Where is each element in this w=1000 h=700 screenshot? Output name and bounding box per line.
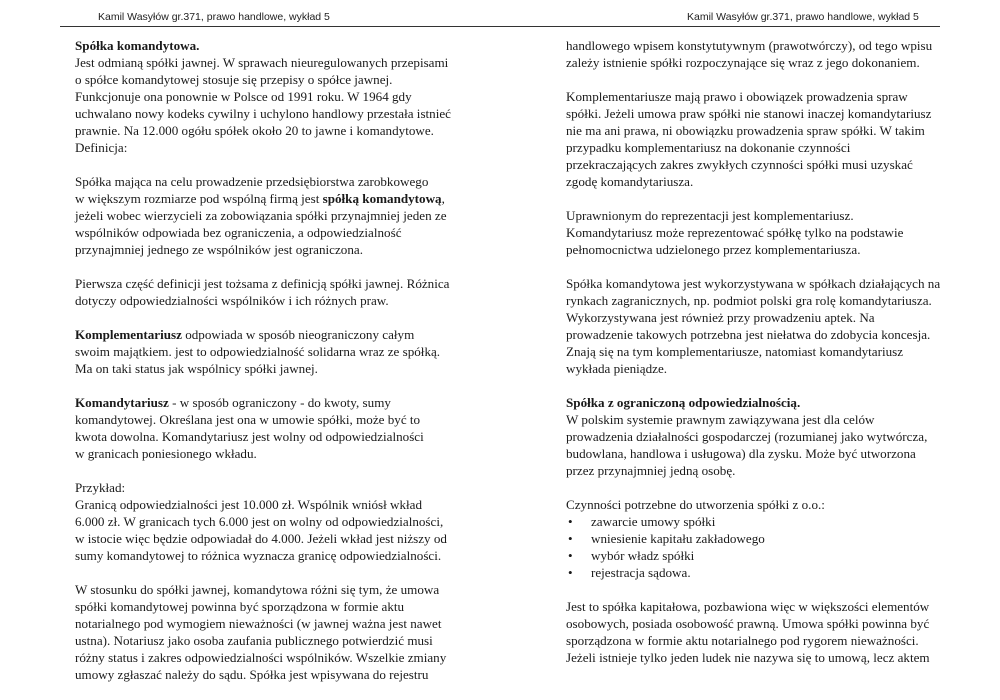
text-run: wspólników odpowiada bez ograniczenia, a odpowiedzialność	[75, 225, 402, 240]
text-line	[75, 105, 495, 122]
text-run: komandytowej. Określana jest ona w umowie spółki, może być to	[75, 412, 421, 427]
text-run: zależy istnienie spółki rozpoczynające się wraz z jego dokonaniem.	[566, 55, 920, 70]
text-run: uchwalano nowy kodeks cywilny i uchylono handlowy przestała istnieć	[75, 106, 451, 121]
text-run: nie ma ani prawa, ni obowiązku prowadzenia spraw spółki. W takim	[566, 123, 925, 138]
text-line	[75, 411, 495, 428]
text-line	[566, 122, 966, 139]
paragraph	[75, 581, 495, 683]
text-run: Jest odmianą spółki jawnej. W sprawach nieuregulowanych przepisami	[75, 55, 449, 70]
text-run: W polskim systemie prawnym zawiązywana jest dla celów	[566, 412, 875, 427]
list-item-text: rejestracja sądowa.	[591, 565, 691, 580]
text-line	[566, 496, 966, 513]
text-line	[75, 71, 495, 88]
text-line	[75, 139, 495, 156]
paragraph	[566, 37, 966, 71]
paragraph	[566, 598, 966, 666]
text-line	[75, 292, 495, 309]
list-item	[566, 547, 966, 564]
bullet-list	[566, 513, 966, 581]
text-line	[75, 632, 495, 649]
text-line	[566, 326, 966, 343]
text-line	[75, 207, 495, 224]
text-run: w istocie więc będzie odpowiadał do 4.000. Jeżeli wkład jest niższy od	[75, 531, 447, 546]
text-run: w większym rozmiarze pod wspólną firmą jest	[75, 191, 323, 206]
text-run: przypadku komplementariusz na dokonanie czynności	[566, 140, 851, 155]
text-run: odpowiada w sposób nieograniczony całym	[181, 327, 415, 342]
bullet-icon: •	[568, 548, 573, 563]
text-run: zgodę komandytariusza.	[566, 174, 694, 189]
list-item-text: zawarcie umowy spółki	[591, 514, 716, 529]
text-run: Definicja:	[75, 140, 128, 155]
text-run: ustna). Notariusz jako osoba zaufania publicznego potwierdzić musi	[75, 633, 433, 648]
text-line	[566, 105, 966, 122]
text-run: Znają się na tym komplementariusze, natomiast komandytariusz	[566, 344, 904, 359]
text-line	[566, 428, 966, 445]
text-line	[75, 445, 495, 462]
text-line	[566, 411, 966, 428]
page-header: Kamil Wasyłów gr.371, prawo handlowe, wykład 5	[98, 11, 330, 23]
paragraph	[566, 275, 966, 377]
text-run: Komandytariusz może reprezentować spółkę tylko na podstawie	[566, 225, 904, 240]
text-run: umowy zgłaszać należy do sądu. Spółka jest wpisywana do rejestru	[75, 667, 429, 682]
text-run: przynajmniej jednego ze wspólników jest ograniczona.	[75, 242, 363, 257]
bold-term: Spółka komandytowa.	[75, 38, 200, 53]
text-line	[566, 156, 966, 173]
text-run: Uprawnionym do reprezentacji jest komplementariusz.	[566, 208, 854, 223]
text-line	[566, 394, 966, 411]
text-line	[75, 394, 495, 411]
text-run: pełnomocnictwa udzielonego przez komplementariusza.	[566, 242, 861, 257]
text-line	[75, 54, 495, 71]
text-run: rynkach zagranicznych, np. podmiot polski gra rolę komandytariusza.	[566, 293, 932, 308]
text-line	[75, 666, 495, 683]
text-run: wykłada pieniądze.	[566, 361, 668, 376]
page-content	[566, 37, 966, 683]
text-line	[75, 615, 495, 632]
text-run: osobowych, posiada osobowość prawną. Umowa spółki powinna być	[566, 616, 930, 631]
text-line	[566, 207, 966, 224]
text-run: 6.000 zł. W granicach tych 6.000 jest on wolny od odpowiedzialności,	[75, 514, 444, 529]
text-run: W stosunku do spółki jawnej, komandytowa różni się tym, że umowa	[75, 582, 440, 597]
text-line	[566, 309, 966, 326]
text-run: prowadzenie takowych potrzebna jest niełatwa do zdobycia koncesja.	[566, 327, 931, 342]
text-line	[566, 173, 966, 190]
text-line	[566, 292, 966, 309]
paragraph	[75, 326, 495, 377]
text-run: Przykład:	[75, 480, 126, 495]
text-run: sporządzona w formie aktu notarialnego pod rygorem nieważności.	[566, 633, 919, 648]
text-line	[75, 360, 495, 377]
text-run: jeżeli wobec wierzycieli za zobowiązania spółki przynajmniej jeden ze	[75, 208, 447, 223]
text-line	[566, 343, 966, 360]
text-run: prawnie. Na 12.000 ogółu spółek około 20 to jawne i komandytowe.	[75, 123, 434, 138]
text-run: różny status i zakres odpowiedzialności wspólników. Wszelkie zmiany	[75, 650, 447, 665]
text-run: przekraczających zakres zwykłych czynności spółki musi uzyskać	[566, 157, 913, 172]
page-header: Kamil Wasyłów gr.371, prawo handlowe, wykład 5	[687, 11, 919, 23]
paragraph	[566, 88, 966, 190]
text-line	[75, 224, 495, 241]
paragraph	[75, 275, 495, 309]
text-line	[75, 479, 495, 496]
text-line	[566, 615, 966, 632]
bullet-icon: •	[568, 565, 573, 580]
bold-term: Komplementariusz	[75, 327, 182, 342]
text-run: o spółce komandytowej stosuje się przepisy o spółce jawnej.	[75, 72, 393, 87]
right-page	[500, 0, 1000, 700]
text-run: Jest to spółka kapitałowa, pozbawiona więc w większości elementów	[566, 599, 930, 614]
paragraph	[566, 207, 966, 258]
list-item	[566, 564, 966, 581]
text-line	[75, 547, 495, 564]
text-run: Funkcjonuje ona ponownie w Polsce od 1991 roku. W 1964 gdy	[75, 89, 412, 104]
text-line	[75, 428, 495, 445]
text-run: Czynności potrzebne do utworzenia spółki z o.o.:	[566, 497, 825, 512]
text-line	[566, 224, 966, 241]
bold-term: Komandytariusz	[75, 395, 169, 410]
text-run: budowlana, handlowa i usługowa) dla zysku. Może być utworzona	[566, 446, 916, 461]
paragraph	[566, 394, 966, 479]
text-line	[566, 445, 966, 462]
text-line	[566, 275, 966, 292]
text-run: swoim majątkiem. jest to odpowiedzialność solidarna wraz ze spółką.	[75, 344, 441, 359]
text-run: Komplementariusze mają prawo i obowiązek prowadzenia spraw	[566, 89, 908, 104]
text-run: Spółka mająca na celu prowadzenie przedsiębiorstwa zarobkowego	[75, 174, 429, 189]
text-run: Granicą odpowiedzialności jest 10.000 zł. Wspólnik wniósł wkład	[75, 497, 423, 512]
page-content	[75, 37, 495, 700]
text-line	[566, 598, 966, 615]
paragraph	[75, 479, 495, 564]
text-run: Ma on taki status jak wspólnicy spółki jawnej.	[75, 361, 318, 376]
text-line	[75, 88, 495, 105]
text-line	[566, 88, 966, 105]
text-line	[566, 139, 966, 156]
text-run: notarialnego pod wymogiem nieważności (w jawnej ważna jest nawet	[75, 616, 442, 631]
list-item-text: wybór władz spółki	[591, 548, 695, 563]
text-line	[75, 513, 495, 530]
text-run: przez przynajmniej jedną osobę.	[566, 463, 736, 478]
text-line	[75, 275, 495, 292]
text-line	[75, 598, 495, 615]
paragraph	[75, 37, 495, 156]
bullet-icon: •	[568, 531, 573, 546]
text-line	[75, 343, 495, 360]
text-run: ,	[441, 191, 445, 206]
text-run: prowadzenia działalności gospodarczej (rozumianej jako wytwórcza,	[566, 429, 928, 444]
text-run: Wykorzystywana jest również przy prowadzeniu aptek. Na	[566, 310, 875, 325]
bold-term: Spółka z ograniczoną odpowiedzialnością.	[566, 395, 801, 410]
text-run: spółki. Jeżeli umowa praw spółki nie stanowi inaczej komandytariusz	[566, 106, 932, 121]
text-run: kwota dowolna. Komandytariusz jest wolny od odpowiedzialności	[75, 429, 424, 444]
bullet-icon: •	[568, 514, 573, 529]
text-line	[566, 360, 966, 377]
text-line	[566, 54, 966, 71]
list-item-text: wniesienie kapitału zakładowego	[591, 531, 765, 546]
text-line	[566, 649, 966, 666]
text-line	[75, 530, 495, 547]
text-run: handlowego wpisem konstytutywnym (prawotwórczy), od tego wpisu	[566, 38, 933, 53]
text-line	[75, 37, 495, 54]
paragraph	[75, 173, 495, 258]
text-line	[75, 122, 495, 139]
paragraph	[566, 496, 966, 513]
text-line	[75, 190, 495, 207]
text-line	[566, 462, 966, 479]
text-line	[75, 496, 495, 513]
header-rule	[60, 26, 500, 27]
header-rule	[500, 26, 940, 27]
list-item	[566, 513, 966, 530]
paragraph	[75, 394, 495, 462]
text-run: spółki komandytowej powinna być sporządzona w formie aktu	[75, 599, 405, 614]
text-line	[566, 241, 966, 258]
text-line	[566, 37, 966, 54]
text-line	[75, 241, 495, 258]
list-item	[566, 530, 966, 547]
text-line	[75, 326, 495, 343]
text-run: - w sposób ograniczony - do kwoty, sumy	[168, 395, 391, 410]
text-line	[75, 173, 495, 190]
text-line	[566, 632, 966, 649]
text-run: dotyczy odpowiedzialności wspólników i ich różnych praw.	[75, 293, 389, 308]
text-run: Spółka komandytowa jest wykorzystywana w spółkach działających na	[566, 276, 941, 291]
text-run: w granicach poniesionego wkładu.	[75, 446, 257, 461]
text-line	[75, 581, 495, 598]
text-line	[75, 649, 495, 666]
bold-term: spółką komandytową	[322, 191, 442, 206]
text-run: Pierwsza część definicji jest tożsama z definicją spółki jawnej. Różnica	[75, 276, 450, 291]
text-run: Jeżeli istnieje tylko jeden ludek nie nazywa się to umową, lecz aktem	[566, 650, 930, 665]
text-run: sumy komandytowej to różnica wyznacza granicę odpowiedzialności.	[75, 548, 442, 563]
